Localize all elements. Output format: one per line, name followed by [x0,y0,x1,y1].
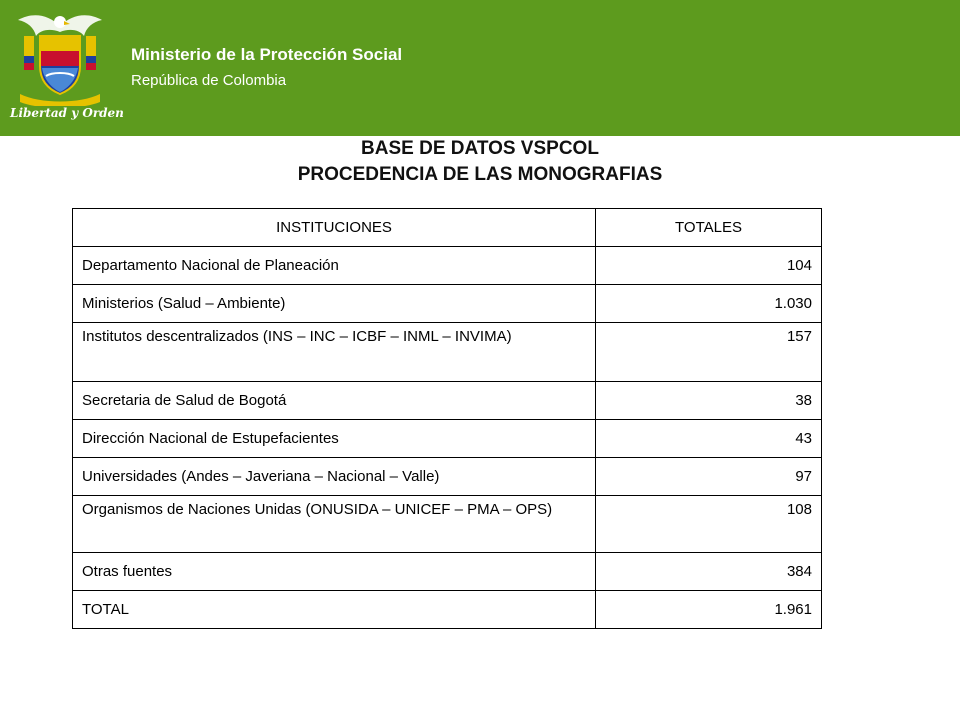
table-header-row [73,209,822,247]
table-row [73,496,822,553]
coat-of-arms-logo [10,6,124,130]
monographs-table [72,208,822,629]
institution-cell: Institutos descentralizados (INS – INC – ICBF – INML – INVIMA) [73,323,596,382]
institution-cell: Ministerios (Salud – Ambiente) [73,285,596,323]
table-row [73,247,822,285]
institution-cell: Universidades (Andes – Javeriana – Nacional – Valle) [73,458,596,496]
institution-cell: Otras fuentes [73,553,596,591]
ministry-name: Ministerio de la Protección Social [131,45,403,64]
condor-shield-icon [10,6,110,106]
title-line-2: PROCEDENCIA DE LAS MONOGRAFIAS [297,164,663,185]
total-cell: 157 [596,323,822,382]
total-cell: 1.961 [596,591,822,629]
total-cell: 43 [596,420,822,458]
table-row [73,458,822,496]
institution-cell: Dirección Nacional de Estupefacientes [73,420,596,458]
total-cell: 104 [596,247,822,285]
table-row [73,285,822,323]
institution-cell: TOTAL [73,591,596,629]
total-cell: 38 [596,382,822,420]
total-cell: 108 [596,496,822,553]
crest-motto: Libertad y Orden [10,106,124,120]
table-row [73,323,822,382]
table-row [73,420,822,458]
column-header-totals: TOTALES [596,209,822,247]
column-header-institutions: INSTITUCIONES [73,209,596,247]
country-name: República de Colombia [131,72,287,89]
institution-cell: Organismos de Naciones Unidas (ONUSIDA – UNICEF – PMA – OPS) [73,496,596,553]
institution-cell: Departamento Nacional de Planeación [73,247,596,285]
title-line-1: BASE DE DATOS VSPCOL [361,138,599,159]
table-row-total [73,591,822,629]
total-cell: 1.030 [596,285,822,323]
institution-cell: Secretaria de Salud de Bogotá [73,382,596,420]
table-row [73,553,822,591]
table-row [73,382,822,420]
total-cell: 97 [596,458,822,496]
page-title [0,136,960,188]
header-banner [0,0,960,136]
total-cell: 384 [596,553,822,591]
